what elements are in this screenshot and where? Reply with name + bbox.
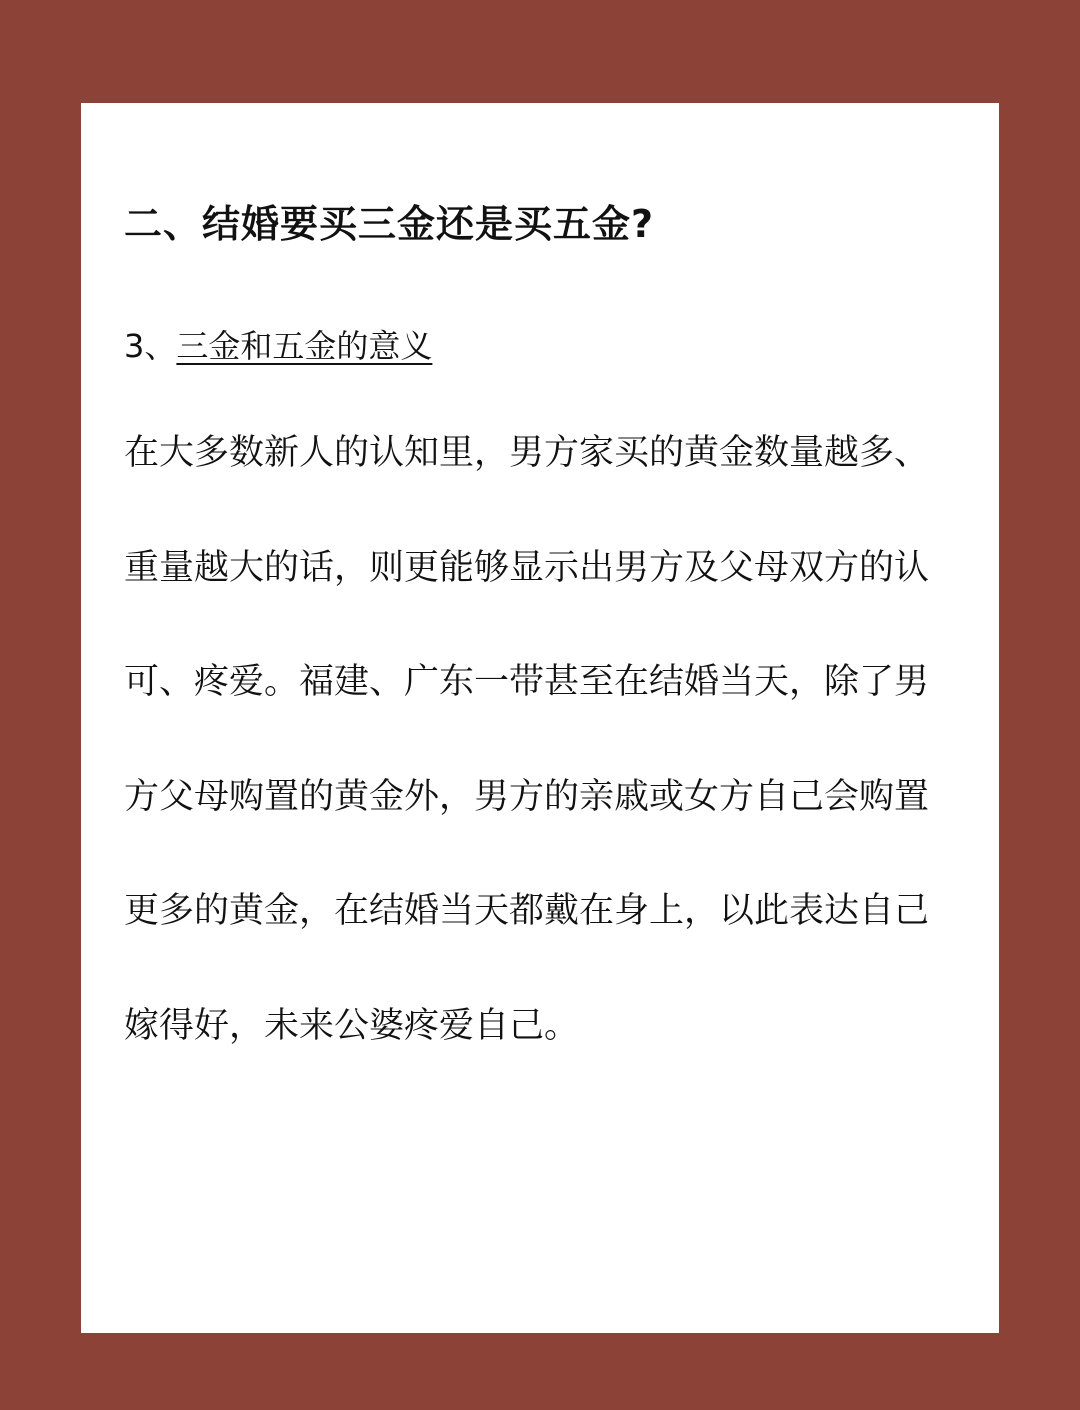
section-subheading (124, 321, 432, 367)
article-heading: 二、结婚要买三金还是买五金? (124, 202, 655, 246)
article-body (124, 418, 954, 1105)
section-title: 三金和五金的意义 (176, 327, 433, 365)
body-line: 嫁得好，未来公婆疼爱自己。 (124, 1005, 580, 1046)
body-line: 方父母购置的黄金外，男方的亲戚或女方自己会购置 (124, 776, 930, 817)
body-line: 在大多数新人的认知里，男方家买的黄金数量越多、 (124, 433, 930, 473)
body-line: 可、疼爱。福建、广东一带甚至在结婚当天，除了男 (124, 662, 930, 702)
body-line: 更多的黄金，在结婚当天都戴在身上，以此表达自己 (124, 891, 930, 931)
content-card (81, 103, 999, 1333)
section-number: 3、 (124, 327, 177, 365)
body-line: 重量越大的话，则更能够显示出男方及父母双方的认 (124, 547, 930, 588)
